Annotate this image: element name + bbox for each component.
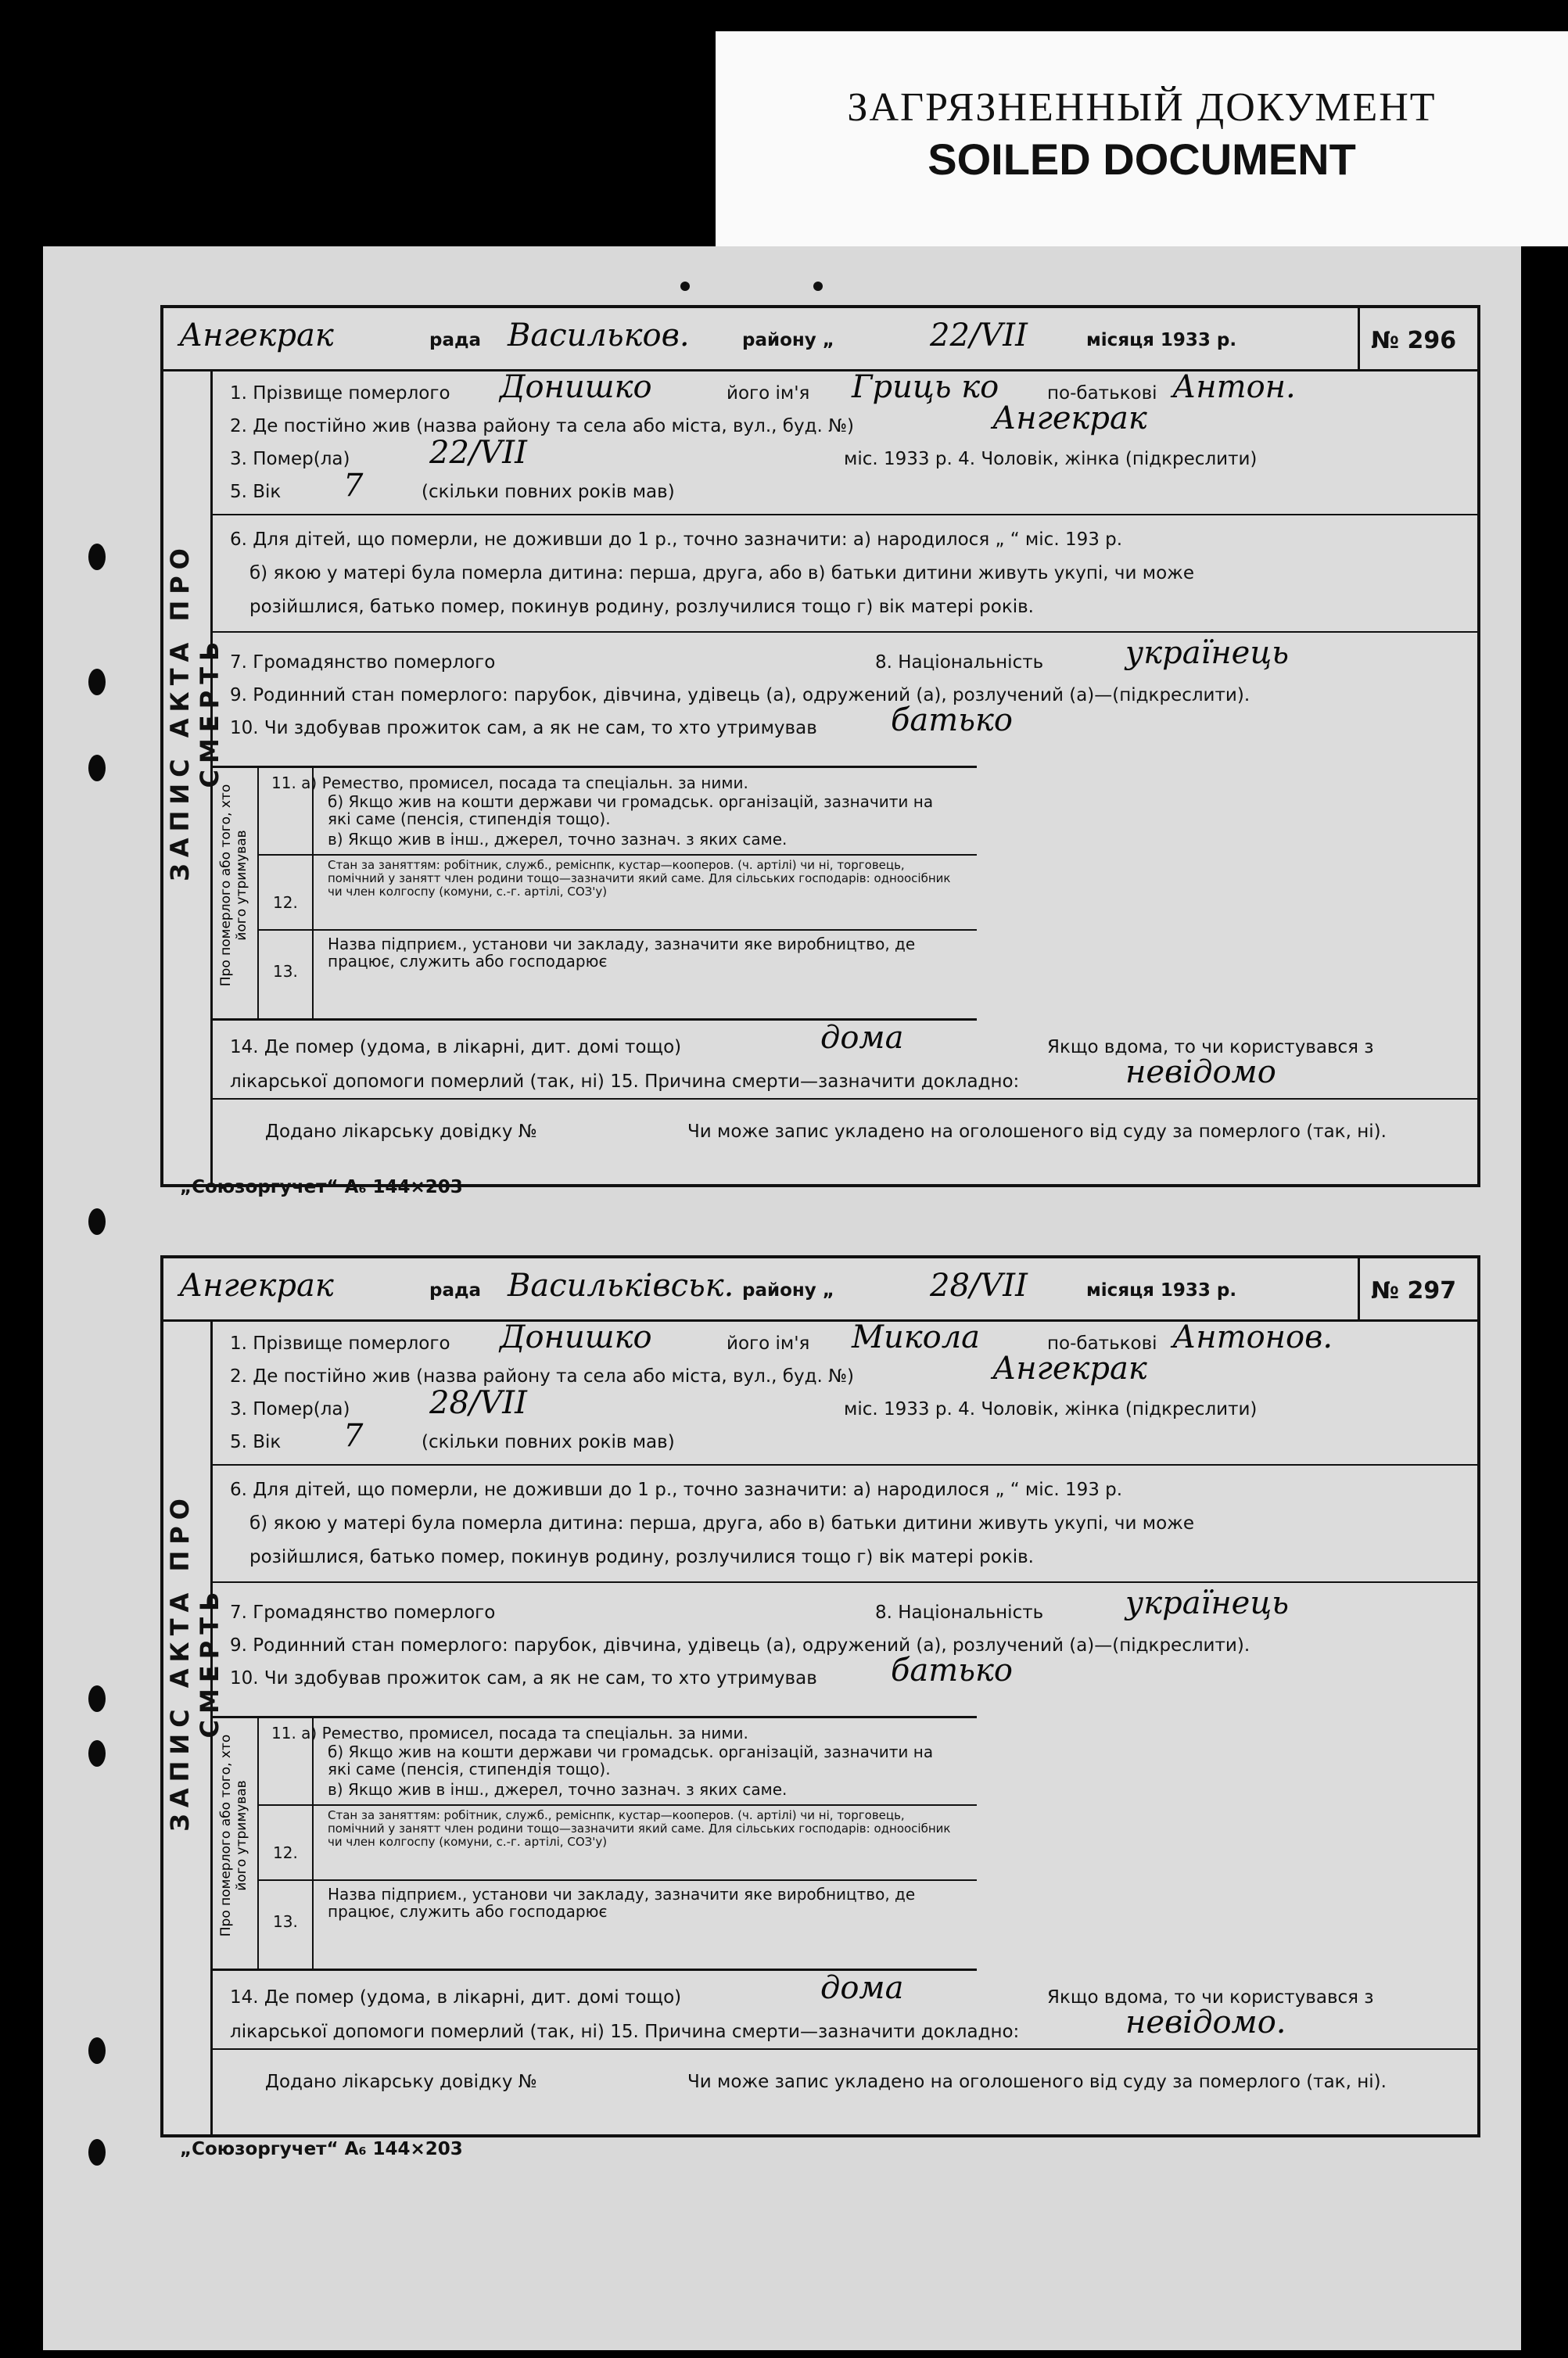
occupation-row-11a: 11. а) Ремество, промисел, посада та спеціальн. за ними. bbox=[271, 773, 748, 792]
age-value: 7 bbox=[343, 468, 364, 504]
section-divider bbox=[210, 1098, 1477, 1100]
banner-english: SOILED DOCUMENT bbox=[928, 135, 1356, 184]
row-12-number: 12. bbox=[273, 1843, 298, 1862]
medical-certificate-label: Додано лікарську довідку № bbox=[265, 1122, 537, 1142]
died-label: 3. Помер(ла) bbox=[230, 1399, 350, 1419]
occupation-row-11b: б) Якщо жив на кошти держави чи громадськ. організацій, зазначити на які саме (пенсія, стипендія тощо). bbox=[328, 1742, 934, 1778]
binding-hole bbox=[88, 2037, 106, 2064]
occupation-side-label: Про померлого або того, хто його утримував bbox=[218, 784, 249, 987]
marital-status-label: 9. Родинний стан померлого: парубок, дівчина, удівець (а), одружений (а), розлучений (а)—(підкреслити). bbox=[230, 1635, 1250, 1656]
death-date-value: 22/VII bbox=[429, 435, 527, 471]
occupation-side-label: Про померлого або того, хто його утримував bbox=[218, 1734, 249, 1937]
record-number: № 297 bbox=[1371, 1277, 1457, 1305]
binding-hole bbox=[88, 1740, 106, 1767]
home-care-label: Якщо вдома, то чи користувався з bbox=[1047, 1037, 1374, 1057]
surname-value: Донишко bbox=[500, 1319, 652, 1355]
district-name: Васильков. bbox=[508, 318, 690, 354]
infant-line-a: 6. Для дітей, що померли, не доживши до 1 р., точно зазначити: а) народилося „ “ міс. 193 р. bbox=[230, 1480, 1123, 1500]
binding-hole bbox=[88, 2139, 106, 2166]
age-value: 7 bbox=[343, 1418, 364, 1454]
section-divider bbox=[210, 1464, 1477, 1466]
section-divider bbox=[210, 631, 1477, 633]
binding-hole bbox=[88, 1208, 106, 1235]
form-1-footer: „Союзоргучет“ А₆ 144×203 bbox=[180, 1177, 463, 1197]
place-of-death-value: дома bbox=[820, 1970, 904, 2006]
first-name-value: Гриць ко bbox=[852, 369, 999, 405]
occupation-row-13: Назва підприєм., установи чи закладу, зазначити яке виробництво, де працює, служить або господарює bbox=[328, 1885, 916, 1921]
supporter-label: 10. Чи здобував прожиток сам, а як не сам, то хто утримував bbox=[230, 718, 817, 738]
occupation-row-13: Назва підприєм., установи чи закладу, зазначити яке виробництво, де працює, служить або господарює bbox=[328, 935, 916, 971]
council-name: Ангекрак bbox=[179, 1268, 334, 1304]
place-of-death-value: дома bbox=[820, 1020, 904, 1056]
month-year-label: місяця 1933 р. bbox=[1086, 330, 1237, 350]
occupation-row-12: Стан за заняттям: робітник, служб., реміснпк, кустар—кооперов. (ч. артілі) чи ні, торговець, помічний у занятт член родини тощо—зазначити який саме. Для сільських господарів: одноосібник чи член колгоспу (комуни, с.-г. артілі, СОЗ'у) bbox=[328, 858, 951, 899]
nationality-value: українець bbox=[1125, 635, 1290, 671]
died-label: 3. Помер(ла) bbox=[230, 449, 350, 469]
form-header bbox=[163, 308, 1477, 371]
age-hint: (скільки повних років мав) bbox=[422, 482, 675, 502]
binding-hole bbox=[88, 544, 106, 570]
surname-value: Донишко bbox=[500, 369, 652, 405]
place-of-death-label: 14. Де помер (удома, в лікарні, дит. домі тощо) bbox=[230, 1037, 682, 1057]
month-year-label: місяця 1933 р. bbox=[1086, 1280, 1237, 1301]
medical-certificate-label: Додано лікарську довідку № bbox=[265, 2072, 537, 2092]
hole-punch-mark bbox=[813, 282, 823, 291]
patronymic-label: по-батькові bbox=[1047, 1333, 1157, 1354]
section-divider bbox=[210, 1581, 1477, 1583]
record-date: 28/VII bbox=[930, 1268, 1028, 1304]
record-date: 22/VII bbox=[930, 318, 1028, 354]
record-number-box bbox=[1358, 308, 1477, 369]
death-record-form-2 bbox=[160, 1255, 1480, 2137]
place-of-death-label: 14. Де помер (удома, в лікарні, дит. домі тощо) bbox=[230, 1987, 682, 2008]
binding-hole bbox=[88, 1685, 106, 1712]
infant-line-a: 6. Для дітей, що померли, не доживши до 1 р., точно зазначити: а) народилося „ “ міс. 193 р. bbox=[230, 529, 1123, 550]
hole-punch-mark bbox=[680, 282, 690, 291]
council-name: Ангекрак bbox=[179, 318, 334, 354]
supporter-label: 10. Чи здобував прожиток сам, а як не сам, то хто утримував bbox=[230, 1668, 817, 1689]
row-13-number: 13. bbox=[273, 1912, 298, 1931]
citizenship-label: 7. Громадянство померлого bbox=[230, 652, 496, 673]
cause-of-death-value: невідомо bbox=[1125, 1054, 1276, 1090]
table-row-divider bbox=[257, 1804, 977, 1806]
form-header bbox=[163, 1258, 1477, 1322]
occupation-row-11a: 11. а) Ремество, промисел, посада та спеціальн. за ними. bbox=[271, 1724, 748, 1742]
nationality-value: українець bbox=[1125, 1585, 1290, 1621]
residence-label: 2. Де постійно жив (назва району та села або міста, вул., буд. №) bbox=[230, 416, 854, 436]
record-number-box bbox=[1358, 1258, 1477, 1319]
age-label: 5. Вік bbox=[230, 482, 282, 502]
district-label: району „ bbox=[742, 1280, 834, 1301]
document-page bbox=[43, 246, 1521, 2350]
cause-of-death-label: лікарської допомоги померлий (так, ні) 15. Причина смерти—зазначити докладно: bbox=[230, 1071, 1020, 1092]
residence-label: 2. Де постійно жив (назва району та села або міста, вул., буд. №) bbox=[230, 1366, 854, 1387]
first-name-label: його ім'я bbox=[727, 383, 810, 404]
row-13-number: 13. bbox=[273, 962, 298, 981]
patronymic-value: Антонов. bbox=[1172, 1319, 1333, 1355]
section-divider bbox=[210, 514, 1477, 515]
infant-line-b: б) якою у матері була померла дитина: перша, друга, або в) батьки дитини живуть укупі, чи може bbox=[249, 563, 1195, 583]
year-sex-label: міс. 1933 р. 4. Чоловік, жінка (підкреслити) bbox=[844, 1399, 1258, 1419]
row-12-number: 12. bbox=[273, 893, 298, 912]
age-hint: (скільки повних років мав) bbox=[422, 1432, 675, 1452]
year-sex-label: міс. 1933 р. 4. Чоловік, жінка (підкреслити) bbox=[844, 449, 1258, 469]
infant-line-c: розійшлися, батько помер, покинув родину, розлучилися тощо г) вік матері років. bbox=[249, 597, 1034, 617]
binding-hole bbox=[88, 755, 106, 781]
district-name: Васильківськ. bbox=[508, 1268, 734, 1304]
residence-value: Ангекрак bbox=[992, 1351, 1147, 1387]
occupation-side-label-box bbox=[210, 768, 259, 1018]
occupation-row-11c: в) Якщо жив в інш., джерел, точно зазнач. з яких саме. bbox=[328, 830, 788, 849]
council-label: рада bbox=[429, 1280, 482, 1301]
surname-label: 1. Прізвище померлого bbox=[230, 383, 450, 404]
table-row-divider bbox=[257, 1879, 977, 1881]
first-name-label: його ім'я bbox=[727, 1333, 810, 1354]
record-number: № 296 bbox=[1371, 327, 1457, 354]
binding-hole bbox=[88, 669, 106, 695]
death-record-form-1 bbox=[160, 305, 1480, 1187]
section-divider bbox=[210, 2048, 1477, 2050]
banner-russian: ЗАГРЯЗНЕННЫЙ ДОКУМЕНТ bbox=[847, 85, 1437, 130]
court-record-label: Чи може запис укладено на оголошеного від суду за померлого (так, ні). bbox=[687, 2072, 1387, 2092]
occupation-table bbox=[210, 766, 977, 1021]
death-date-value: 28/VII bbox=[429, 1385, 527, 1421]
form-2-footer: „Союзоргучет“ А₆ 144×203 bbox=[180, 2139, 463, 2159]
infant-line-b: б) якою у матері була померла дитина: перша, друга, або в) батьки дитини живуть укупі, чи може bbox=[249, 1513, 1195, 1534]
district-label: району „ bbox=[742, 330, 834, 350]
marital-status-label: 9. Родинний стан померлого: парубок, дівчина, удівець (а), одружений (а), розлучений (а)—(підкреслити). bbox=[230, 685, 1250, 705]
patronymic-value: Антон. bbox=[1172, 369, 1296, 405]
age-label: 5. Вік bbox=[230, 1432, 282, 1452]
nationality-label: 8. Національність bbox=[875, 652, 1044, 673]
table-row-divider bbox=[257, 854, 977, 856]
first-name-value: Микола bbox=[852, 1319, 981, 1355]
home-care-label: Якщо вдома, то чи користувався з bbox=[1047, 1987, 1374, 2008]
soiled-document-banner bbox=[716, 31, 1568, 246]
vertical-title: ЗАПИС АКТА ПРО СМЕРТЬ bbox=[165, 1492, 224, 1832]
occupation-row-11c: в) Якщо жив в інш., джерел, точно зазнач. з яких саме. bbox=[328, 1780, 788, 1799]
infant-line-c: розійшлися, батько помер, покинув родину, розлучилися тощо г) вік матері років. bbox=[249, 1547, 1034, 1567]
cause-of-death-label: лікарської допомоги померлий (так, ні) 15. Причина смерти—зазначити докладно: bbox=[230, 2022, 1020, 2042]
occupation-row-12: Стан за заняттям: робітник, служб., реміснпк, кустар—кооперов. (ч. артілі) чи ні, торговець, помічний у занятт член родини тощо—зазначити який саме. Для сільських господарів: одноосібник чи член колгоспу (комуни, с.-г. артілі, СОЗ'у) bbox=[328, 1808, 951, 1849]
court-record-label: Чи може запис укладено на оголошеного від суду за померлого (так, ні). bbox=[687, 1122, 1387, 1142]
residence-value: Ангекрак bbox=[992, 400, 1147, 436]
council-label: рада bbox=[429, 330, 482, 350]
citizenship-label: 7. Громадянство померлого bbox=[230, 1603, 496, 1623]
occupation-side-label-box bbox=[210, 1718, 259, 1969]
nationality-label: 8. Національність bbox=[875, 1603, 1044, 1623]
occupation-row-11b: б) Якщо жив на кошти держави чи громадськ. організацій, зазначити на які саме (пенсія, стипендія тощо). bbox=[328, 792, 934, 828]
table-row-divider bbox=[257, 929, 977, 931]
patronymic-label: по-батькові bbox=[1047, 383, 1157, 404]
occupation-table bbox=[210, 1716, 977, 1971]
cause-of-death-value: невідомо. bbox=[1125, 2004, 1286, 2040]
supporter-value: батько bbox=[891, 702, 1013, 738]
vertical-title: ЗАПИС АКТА ПРО СМЕРТЬ bbox=[165, 542, 224, 881]
supporter-value: батько bbox=[891, 1653, 1013, 1689]
surname-label: 1. Прізвище померлого bbox=[230, 1333, 450, 1354]
